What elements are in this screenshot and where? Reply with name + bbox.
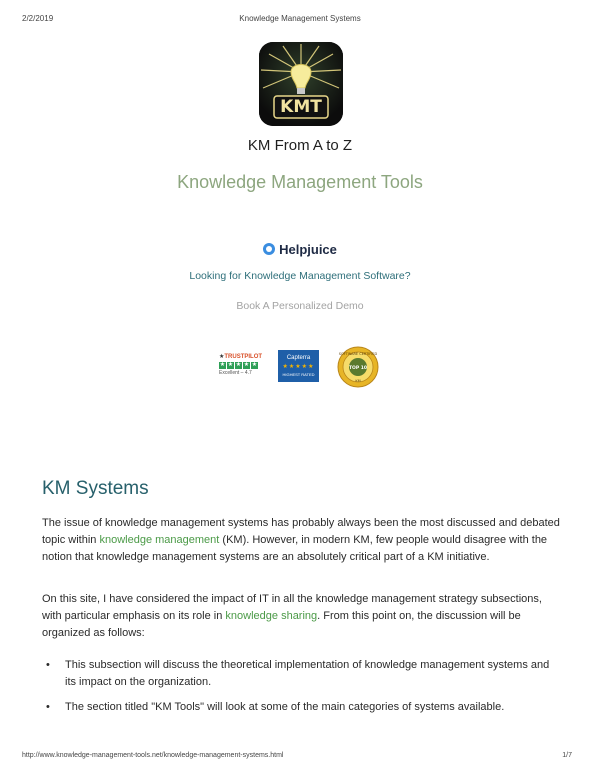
list-item: • The section titled "KM Tools" will look at some of the main categories of systems available. <box>42 699 562 716</box>
print-title: Knowledge Management Systems <box>239 14 361 23</box>
print-date: 2/2/2019 <box>22 14 54 23</box>
seal-top-text: SOFTWARE CERTIFIED <box>338 352 378 356</box>
section-heading: KM Systems <box>42 478 149 499</box>
helpjuice-brand[interactable] <box>0 242 600 257</box>
capterra-badge <box>278 350 319 382</box>
helpjuice-logo-icon <box>263 243 275 255</box>
list-item: • This subsection will discuss the theoretical implementation of knowledge management systems and its impact on the organization. <box>42 657 562 691</box>
logo-text: KMT <box>280 97 322 117</box>
helpjuice-brand-text: Helpjuice <box>279 242 337 257</box>
print-url: http://www.knowledge-management-tools.net/knowledge-management-systems.html <box>22 752 284 759</box>
paragraph-2 <box>42 591 562 642</box>
capterra-stars-icon: ★★★★★ <box>282 364 315 370</box>
seal-mid-text: TOP 10 <box>348 366 368 371</box>
trustpilot-stars-icon: ★ ★ ★ ★ ★ <box>219 362 258 368</box>
book-demo-link[interactable]: Book A Personalized Demo <box>236 300 364 312</box>
trustpilot-rating: Excellent – 4.7 <box>219 370 252 376</box>
knowledge-management-link[interactable]: knowledge management <box>99 534 220 546</box>
trustpilot-badge <box>219 354 265 380</box>
knowledge-sharing-link[interactable]: knowledge sharing <box>225 610 318 622</box>
trustpilot-brand-text: ★TRUSTPILOT <box>219 354 263 360</box>
print-page-number: 1/7 <box>562 752 572 759</box>
paragraph-1 <box>42 515 562 566</box>
paragraph-2-text-b: . From this point on, the discussion will be organized as follows: <box>42 610 521 639</box>
helpjuice-question-link[interactable]: Looking for Knowledge Management Software? <box>189 270 411 282</box>
kmt-logo[interactable] <box>259 42 343 126</box>
paragraph-1-text-a: The issue of knowledge management systems has probably always been the most discussed and debated topic within <box>42 517 560 546</box>
capterra-label: Capterra <box>286 355 311 361</box>
award-badges <box>219 346 389 390</box>
paragraph-2-text-a: On this site, I have considered the impact of IT in all the knowledge management strategy subsections, with particular emphasis on its role in <box>42 593 542 622</box>
site-subtitle: Knowledge Management Tools <box>177 172 423 192</box>
site-title: KM From A to Z <box>247 137 353 154</box>
certified-seal-icon <box>337 346 379 388</box>
paragraph-1-text-b: (KM). However, in modern KM, few people would disagree with the notion that knowledge management systems are an absolutely critical part of a KM initiative. <box>42 534 548 563</box>
capterra-tag: HIGHEST RATED <box>282 372 315 377</box>
outline-list <box>42 657 562 724</box>
seal-bottom-text: KM <box>355 379 361 383</box>
